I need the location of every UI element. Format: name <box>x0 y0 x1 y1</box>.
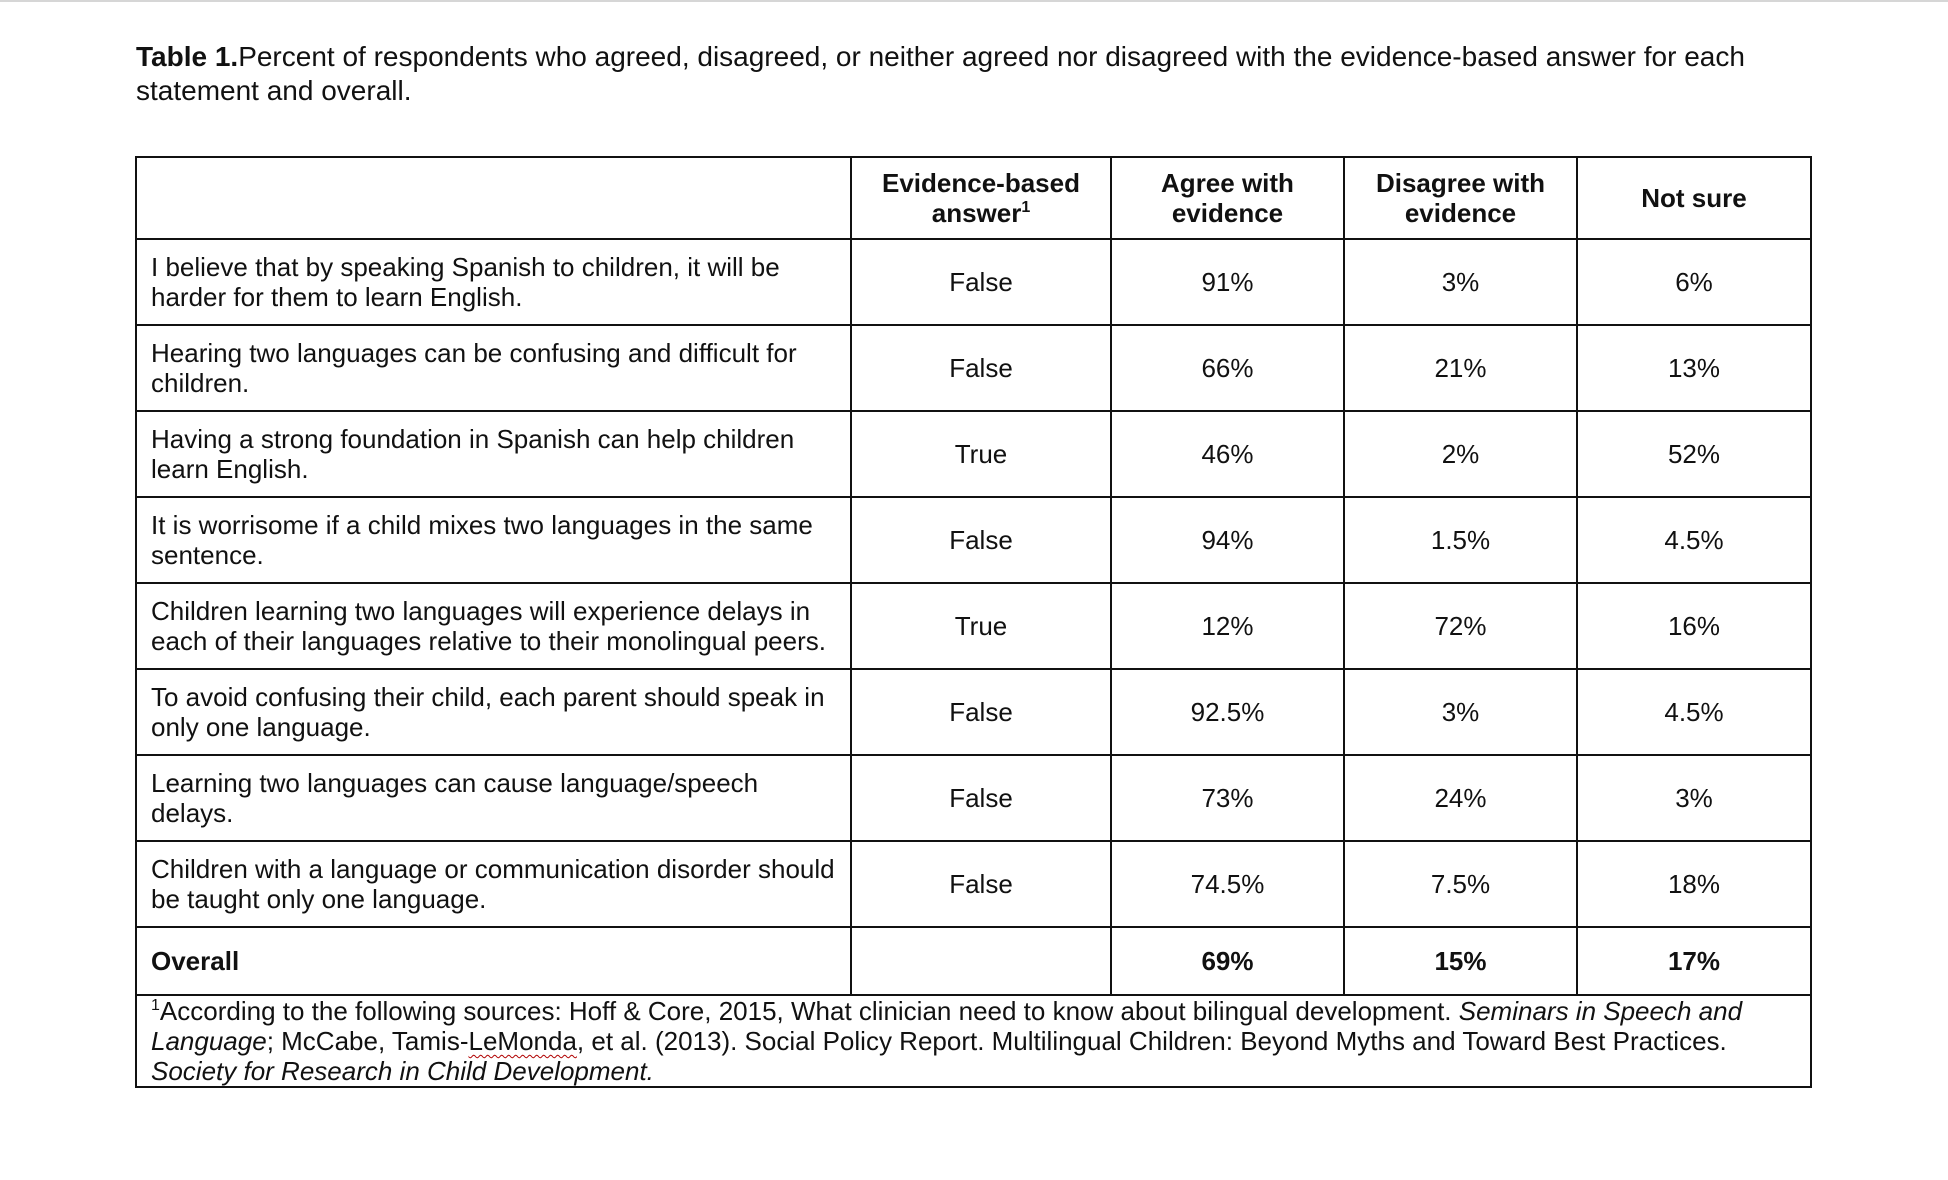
table-row <box>136 755 1811 841</box>
table-caption <box>136 40 1836 108</box>
answer-cell: False <box>851 755 1111 841</box>
footnote-text-1: According to the following sources: Hoff & Core, 2015, What clinician need to know about bilingual development. <box>159 996 1459 1026</box>
overall-disagree-cell: 15% <box>1344 927 1577 995</box>
footnote-journal-2: Society for Research in Child Development. <box>151 1056 654 1086</box>
agree-cell: 73% <box>1111 755 1344 841</box>
disagree-cell: 24% <box>1344 755 1577 841</box>
overall-not-sure-cell: 17% <box>1577 927 1811 995</box>
statement-cell: Children learning two languages will experience delays in each of their languages relative to their monolingual peers. <box>136 583 851 669</box>
footnote-row <box>136 995 1811 1087</box>
answer-cell: False <box>851 497 1111 583</box>
not-sure-cell: 4.5% <box>1577 669 1811 755</box>
header-not-sure: Not sure <box>1577 157 1811 239</box>
disagree-cell: 3% <box>1344 669 1577 755</box>
disagree-cell: 21% <box>1344 325 1577 411</box>
agree-cell: 91% <box>1111 239 1344 325</box>
footnote <box>136 995 1811 1087</box>
header-evidence-answer-label: Evidence-based answer <box>882 168 1080 228</box>
spellcheck-flagged-word: LeMonda <box>468 1026 577 1056</box>
header-agree: Agree with evidence <box>1111 157 1344 239</box>
header-statement <box>136 157 851 239</box>
agree-cell: 94% <box>1111 497 1344 583</box>
answer-cell: True <box>851 583 1111 669</box>
header-disagree: Disagree with evidence <box>1344 157 1577 239</box>
disagree-cell: 2% <box>1344 411 1577 497</box>
disagree-cell: 3% <box>1344 239 1577 325</box>
overall-row <box>136 927 1811 995</box>
footnote-journal-1: Seminars in Speech and Language <box>151 996 1743 1056</box>
not-sure-cell: 13% <box>1577 325 1811 411</box>
results-table <box>135 156 1812 1088</box>
disagree-cell: 7.5% <box>1344 841 1577 927</box>
table-caption-text: Percent of respondents who agreed, disagreed, or neither agreed nor disagreed with the evidence-based answer for each statement and overall. <box>136 41 1745 106</box>
table-row <box>136 239 1811 325</box>
disagree-cell: 1.5% <box>1344 497 1577 583</box>
header-row <box>136 157 1811 239</box>
statement-cell: Children with a language or communication disorder should be taught only one language. <box>136 841 851 927</box>
agree-cell: 92.5% <box>1111 669 1344 755</box>
statement-cell: I believe that by speaking Spanish to children, it will be harder for them to learn English. <box>136 239 851 325</box>
overall-agree-cell: 69% <box>1111 927 1344 995</box>
not-sure-cell: 16% <box>1577 583 1811 669</box>
not-sure-cell: 4.5% <box>1577 497 1811 583</box>
table-row <box>136 841 1811 927</box>
agree-cell: 12% <box>1111 583 1344 669</box>
footnote-text-3: , et al. (2013). Social Policy Report. Multilingual Children: Beyond Myths and Toward Best Practices. <box>576 1026 1727 1056</box>
not-sure-cell: 18% <box>1577 841 1811 927</box>
statement-cell: Having a strong foundation in Spanish can help children learn English. <box>136 411 851 497</box>
header-footnote-marker: 1 <box>1021 199 1031 216</box>
table-row <box>136 411 1811 497</box>
not-sure-cell: 3% <box>1577 755 1811 841</box>
agree-cell: 74.5% <box>1111 841 1344 927</box>
table-row <box>136 497 1811 583</box>
not-sure-cell: 6% <box>1577 239 1811 325</box>
answer-cell: True <box>851 411 1111 497</box>
page-top-rule <box>0 0 1948 2</box>
overall-answer-cell <box>851 927 1111 995</box>
table-row <box>136 583 1811 669</box>
statement-cell: It is worrisome if a child mixes two languages in the same sentence. <box>136 497 851 583</box>
table-caption-label: Table 1. <box>136 41 239 72</box>
answer-cell: False <box>851 669 1111 755</box>
agree-cell: 66% <box>1111 325 1344 411</box>
header-evidence-answer <box>851 157 1111 239</box>
answer-cell: False <box>851 841 1111 927</box>
agree-cell: 46% <box>1111 411 1344 497</box>
disagree-cell: 72% <box>1344 583 1577 669</box>
statement-cell: Learning two languages can cause language/speech delays. <box>136 755 851 841</box>
footnote-text-2: ; McCabe, Tamis- <box>266 1026 469 1056</box>
answer-cell: False <box>851 239 1111 325</box>
answer-cell: False <box>851 325 1111 411</box>
not-sure-cell: 52% <box>1577 411 1811 497</box>
table-row <box>136 325 1811 411</box>
statement-cell: Hearing two languages can be confusing and difficult for children. <box>136 325 851 411</box>
table-row <box>136 669 1811 755</box>
overall-label: Overall <box>136 927 851 995</box>
footnote-marker: 1 <box>151 997 160 1014</box>
statement-cell: To avoid confusing their child, each parent should speak in only one language. <box>136 669 851 755</box>
